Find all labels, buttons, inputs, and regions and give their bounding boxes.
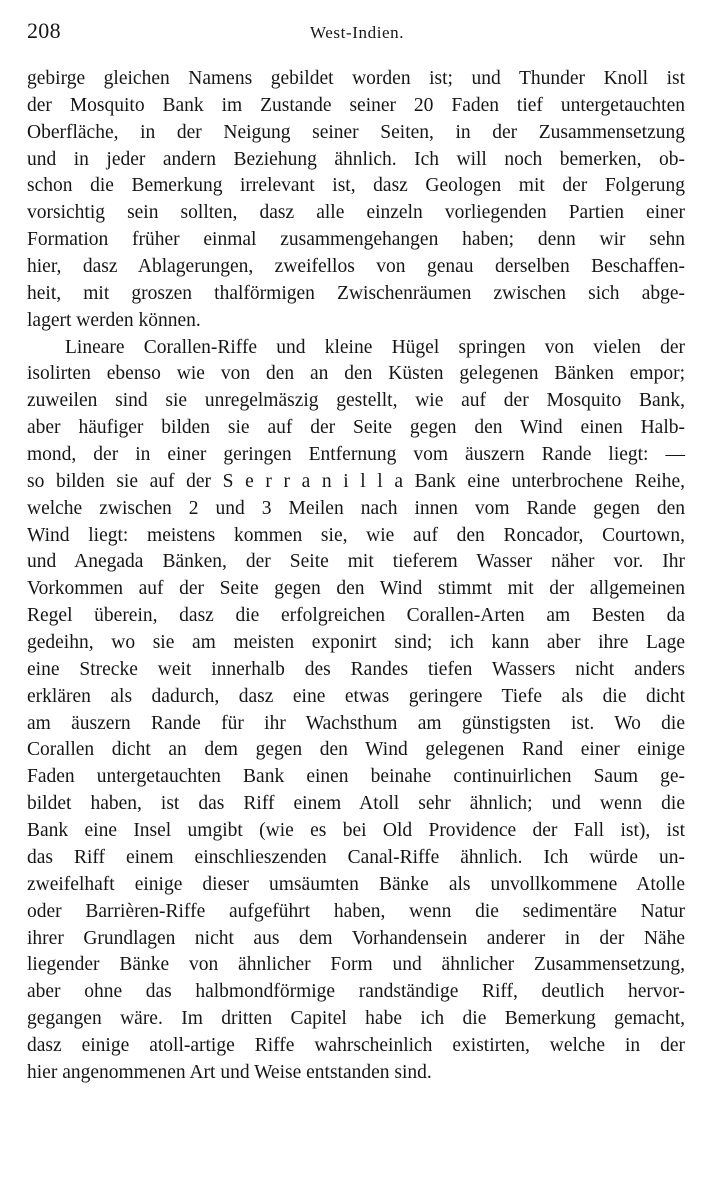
text-line: Oberfläche, in der Neigung seiner Seiten, in der Zusammensetzung <box>27 121 685 143</box>
text-line: aber häufiger bilden sie auf der Seite gegen den Wind einen Halb- <box>27 417 685 439</box>
page-number: 208 <box>27 18 61 43</box>
text-line: gedeihn, wo sie am meisten exponirt sind; ich kann aber ihre Lage <box>27 632 685 654</box>
text-line: Lineare Corallen-Riffe und kleine Hügel springen von vielen der <box>65 336 685 358</box>
text-line: welche zwischen 2 und 3 Meilen nach innen vom Rande gegen den <box>27 497 685 519</box>
text-line: heit, mit groszen thalförmigen Zwischenräumen zwischen sich abge- <box>27 282 685 304</box>
paragraph <box>27 335 685 1087</box>
paragraph <box>27 66 685 335</box>
text-line: zweifelhaft einige dieser umsäumten Bänke als unvollkommene Atolle <box>27 873 685 895</box>
text-line: das Riff einem einschlieszenden Canal-Riffe ähnlich. Ich würde un- <box>27 846 685 868</box>
body-text <box>27 66 685 1087</box>
text-line: eine Strecke weit innerhalb des Randes tiefen Wassers nicht anders <box>27 658 685 680</box>
text-line: erklären als dadurch, dasz eine etwas geringere Tiefe als die dicht <box>27 685 685 707</box>
page-header <box>27 18 685 46</box>
text-line: liegender Bänke von ähnlicher Form und ähnlicher Zusammensetzung, <box>27 954 685 976</box>
text-line: bildet haben, ist das Riff einem Atoll sehr ähnlich; und wenn die <box>27 793 685 815</box>
text-line: Formation früher einmal zusammengehangen haben; denn wir sehn <box>27 229 685 251</box>
text-line: gebirge gleichen Namens gebildet worden ist; und Thunder Knoll ist <box>27 68 685 89</box>
text-line: Bank eine Insel umgibt (wie es bei Old Providence der Fall ist), ist <box>27 820 685 842</box>
text-line: Faden untergetauchten Bank einen beinahe continuirlichen Saum ge- <box>27 766 685 788</box>
text-line: und Anegada Bänken, der Seite mit tieferem Wasser näher vor. Ihr <box>27 551 685 573</box>
text-line: isolirten ebenso wie von den an den Küsten gelegenen Bänken empor; <box>27 363 685 385</box>
text-line: Wind liegt: meistens kommen sie, wie auf den Roncador, Courtown, <box>27 524 685 546</box>
text-line: der Mosquito Bank im Zustande seiner 20 Faden tief untergetauchten <box>27 94 685 116</box>
text-line: ihrer Grundlagen nicht aus dem Vorhandensein anderer in der Nähe <box>27 927 685 949</box>
text-line: hier angenommenen Art und Weise entstanden sind. <box>27 1061 432 1083</box>
text-line: gegangen wäre. Im dritten Capitel habe ich die Bemerkung gemacht, <box>27 1008 685 1030</box>
text-line: Vorkommen auf der Seite gegen den Wind stimmt mit der allgemeinen <box>27 578 685 600</box>
text-line: hier, dasz Ablagerungen, zweifellos von genau derselben Beschaffen- <box>27 256 685 278</box>
text-line: vorsichtig sein sollten, dasz alle einzeln vorliegenden Partien einer <box>27 202 685 224</box>
text-line: am äuszern Rande für ihr Wachsthum am günstigsten ist. Wo die <box>27 712 685 734</box>
text-line: oder Barrièren-Riffe aufgeführt haben, wenn die sedimentäre Natur <box>27 900 685 922</box>
text-line: aber ohne das halbmondförmige randständige Riff, deutlich hervor- <box>27 981 685 1003</box>
text-line: schon die Bemerkung irrelevant ist, dasz Geologen mit der Folgerung <box>27 175 685 197</box>
text-line: zuweilen sind sie unregelmäszig gestellt, wie auf der Mosquito Bank, <box>27 390 685 412</box>
text-line: Regel überein, dasz die erfolgreichen Corallen-Arten am Besten da <box>27 605 685 627</box>
running-head: West-Indien. <box>310 23 405 42</box>
text-line: lagert werden können. <box>27 309 201 331</box>
text-line: dasz einige atoll-artige Riffe wahrscheinlich existirten, welche in der <box>27 1034 685 1056</box>
text-line: so bilden sie auf der S e r r a n i l l a Bank eine unterbrochene Reihe, <box>27 470 685 492</box>
text-line: mond, der in einer geringen Entfernung vom äuszern Rande liegt: — <box>27 444 685 466</box>
text-line: und in jeder andern Beziehung ähnlich. Ich will noch bemerken, ob- <box>27 148 685 170</box>
text-line: Corallen dicht an dem gegen den Wind gelegenen Rand einer einige <box>27 739 685 761</box>
